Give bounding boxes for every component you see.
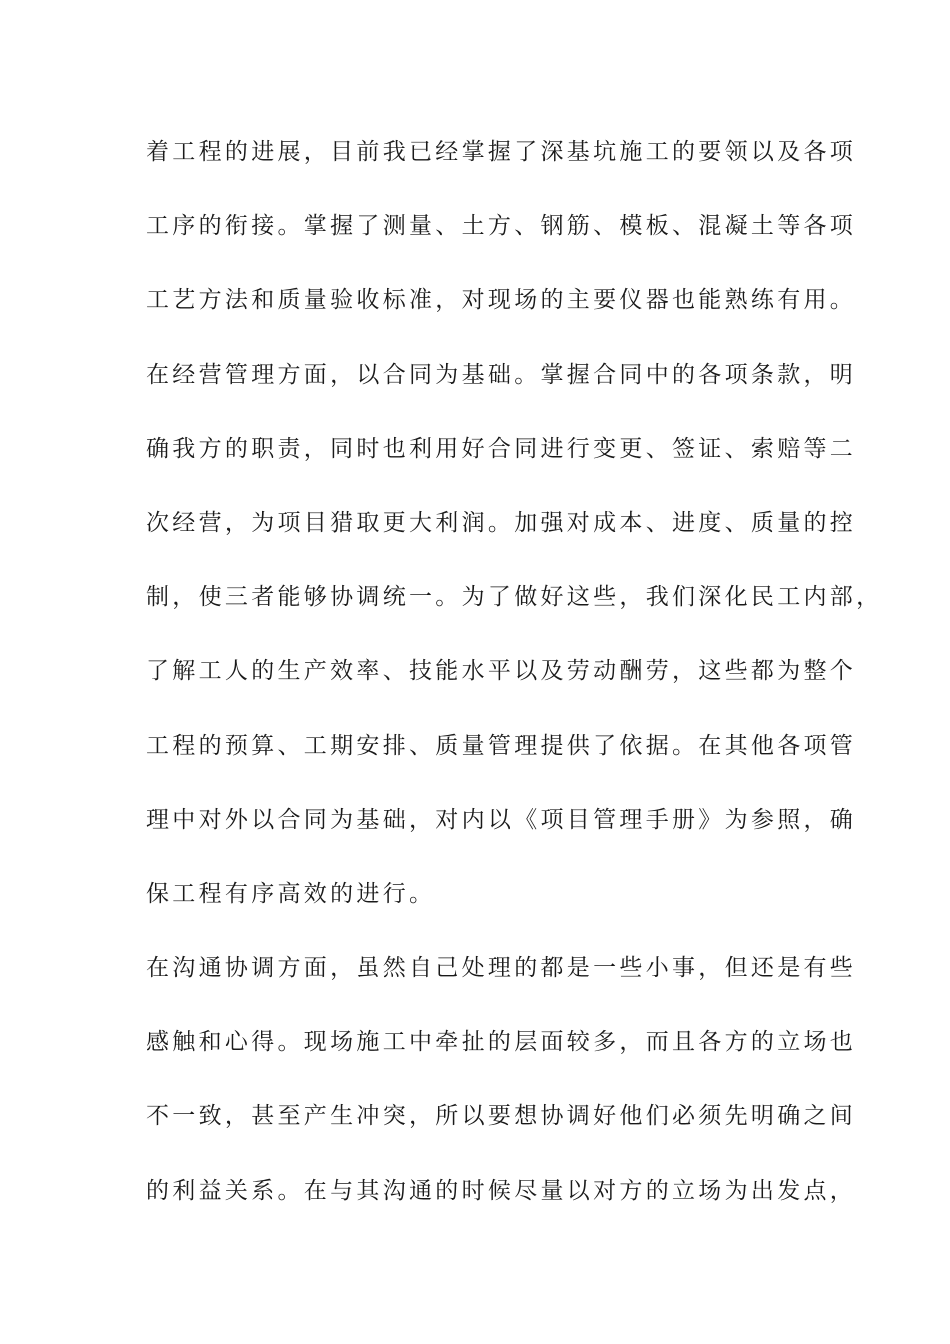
text-line: 次经营，为项目猎取更大利润。加强对成本、进度、质量的控: [146, 509, 857, 536]
text-line: 制，使三者能够协调统一。为了做好这些，我们深化民工内部，: [146, 584, 883, 611]
text-line: 在沟通协调方面，虽然自己处理的都是一些小事，但还是有些: [146, 955, 857, 982]
text-line: 理中对外以合同为基础，对内以《项目管理手册》为参照，确: [146, 806, 857, 833]
text-line: 在经营管理方面，以合同为基础。掌握合同中的各项条款，明: [146, 361, 857, 388]
text-line: 保工程有序高效的进行。: [146, 880, 436, 907]
text-line: 工艺方法和质量验收标准，对现场的主要仪器也能熟练有用。: [146, 287, 857, 314]
text-line: 了解工人的生产效率、技能水平以及劳动酬劳，这些都为整个: [146, 658, 857, 685]
text-line: 工程的预算、工期安排、质量管理提供了依据。在其他各项管: [146, 732, 857, 759]
text-line: 感触和心得。现场施工中牵扯的层面较多，而且各方的立场也: [146, 1029, 857, 1056]
body-text: [146, 129, 883, 1242]
text-line: 不一致，甚至产生冲突，所以要想协调好他们必须先明确之间: [146, 1103, 857, 1130]
text-line: 的利益关系。在与其沟通的时候尽量以对方的立场为出发点，: [146, 1177, 857, 1204]
text-line: 确我方的职责，同时也利用好合同进行变更、签证、索赔等二: [146, 435, 857, 462]
text-line: 工序的衔接。掌握了测量、土方、钢筋、模板、混凝土等各项: [146, 213, 857, 240]
text-line: 着工程的进展，目前我已经掌握了深基坑施工的要领以及各项: [146, 139, 857, 165]
